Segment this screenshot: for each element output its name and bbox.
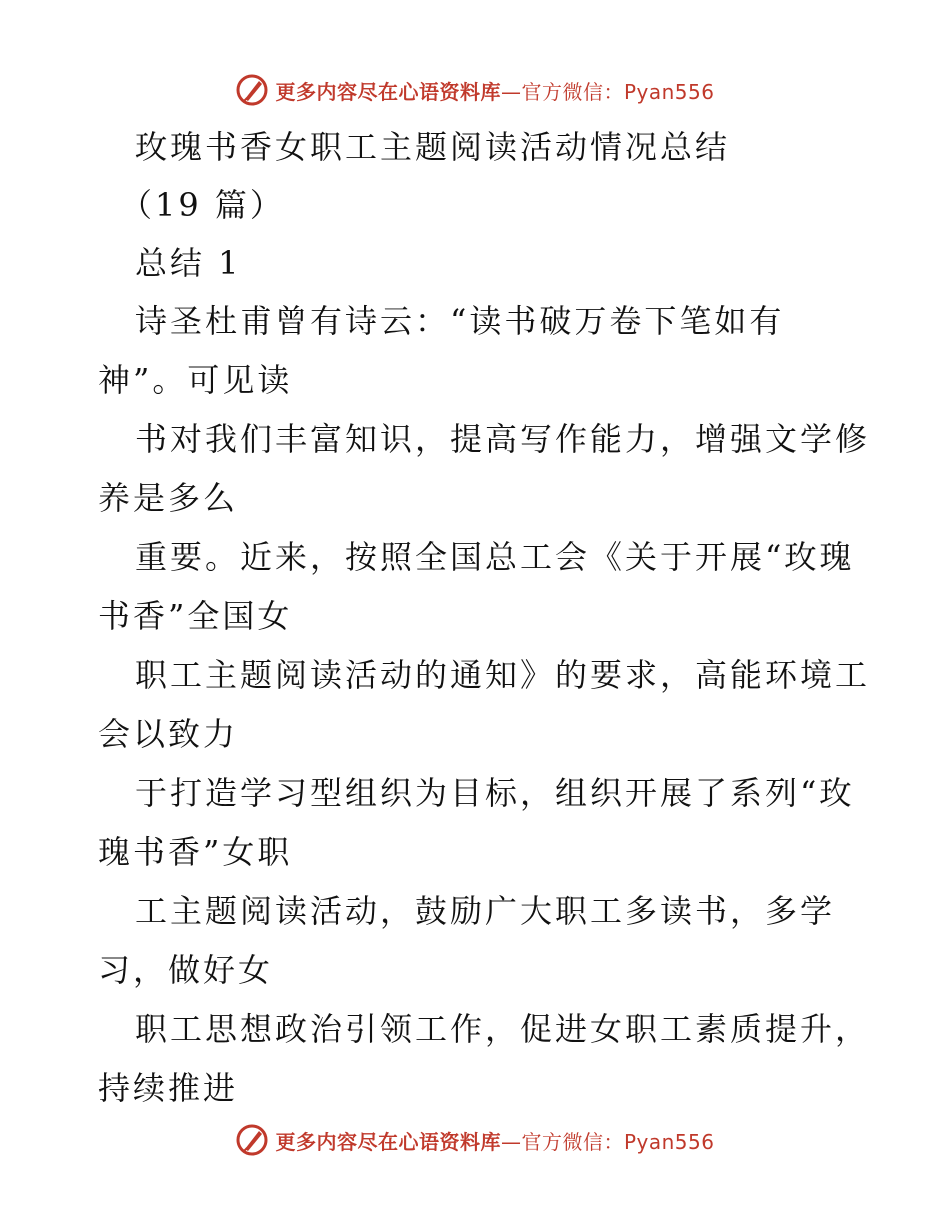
body-line: 书对我们丰富知识，提高写作能力，增强文学修 bbox=[135, 420, 871, 458]
footer-banner bbox=[0, 1120, 950, 1160]
section-heading: 总结 1 bbox=[135, 244, 242, 282]
body-line: 诗圣杜甫曾有诗云：“读书破万卷下笔如有 bbox=[135, 302, 785, 340]
body-line: 重要。近来，按照全国总工会《关于开展“玫瑰 bbox=[135, 538, 855, 576]
body-line: 职工思想政治引领工作，促进女职工素质提升， bbox=[135, 1010, 871, 1048]
body-line: 于打造学习型组织为目标，组织开展了系列“玫 bbox=[135, 774, 855, 812]
body-line: 会以致力 bbox=[98, 715, 239, 753]
body-line: 习，做好女 bbox=[98, 951, 274, 989]
body-line: 瑰书香”女职 bbox=[98, 833, 293, 871]
footer-site-name: 更多内容尽在心语资料库 bbox=[275, 1129, 501, 1154]
footer-contact: —官方微信：Pyan556 bbox=[500, 1129, 715, 1154]
header-site-name: 更多内容尽在心语资料库 bbox=[275, 79, 501, 104]
document-title: 玫瑰书香女职工主题阅读活动情况总结 bbox=[135, 128, 731, 166]
body-line: 职工主题阅读活动的通知》的要求，高能环境工 bbox=[135, 656, 871, 694]
quill-logo-icon bbox=[235, 1123, 269, 1157]
footer-banner-text bbox=[275, 1126, 714, 1155]
document-count: （19 篇） bbox=[120, 186, 285, 224]
body-line: 书香”全国女 bbox=[98, 597, 293, 635]
body-line: 持续推进 bbox=[98, 1069, 239, 1107]
body-line: 养是多么 bbox=[98, 479, 239, 517]
body-line: 神”。可见读 bbox=[98, 361, 293, 399]
header-contact: —官方微信：Pyan556 bbox=[500, 79, 715, 104]
body-line: 工主题阅读活动，鼓励广大职工多读书，多学 bbox=[135, 892, 836, 930]
